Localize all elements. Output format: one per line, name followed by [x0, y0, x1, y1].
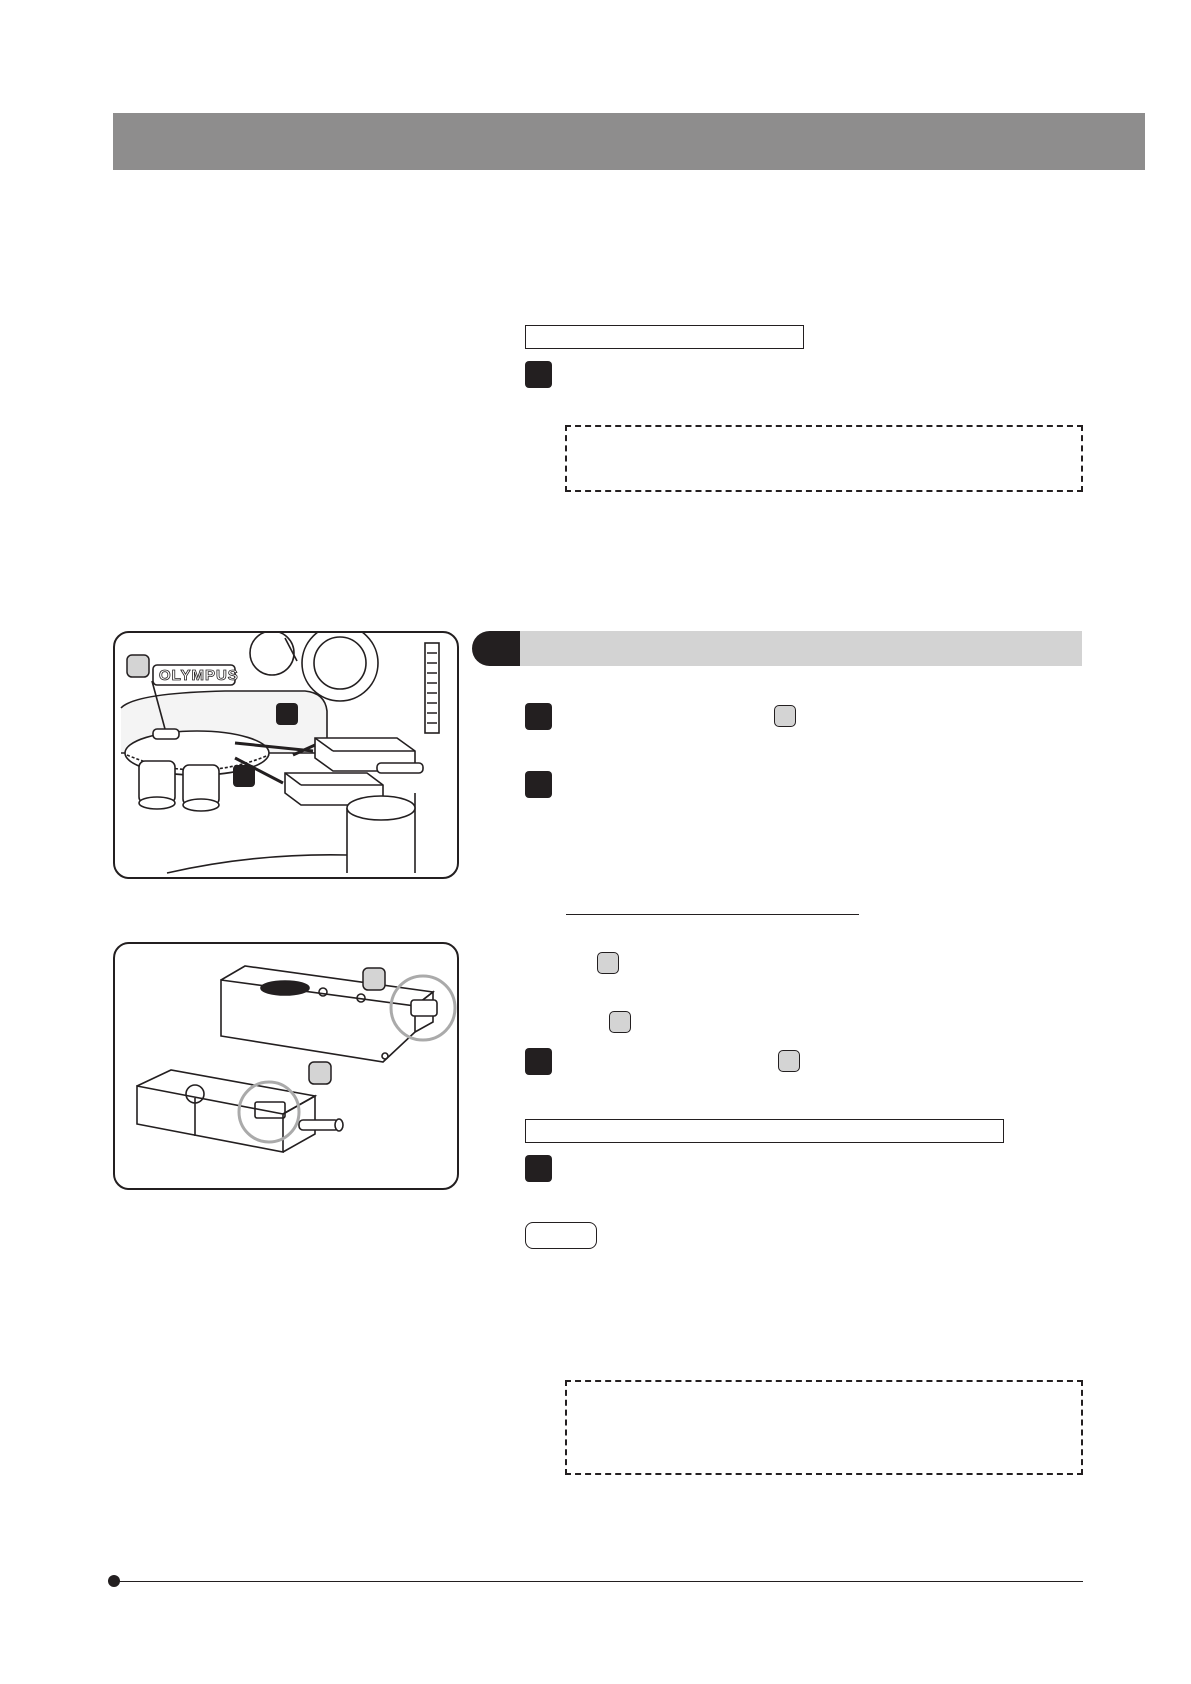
sliders-illustration — [115, 944, 459, 1190]
figure-sliders — [113, 942, 459, 1190]
step-marker-5 — [525, 1155, 552, 1182]
step-marker-3 — [525, 771, 552, 798]
header-band — [113, 113, 1145, 170]
note-pill — [525, 1222, 597, 1249]
microscope-illustration — [115, 633, 459, 879]
olympus-logo: OLYMPUS — [159, 667, 239, 684]
footer-rule — [114, 1581, 1083, 1582]
figure-reference-badge-lower — [309, 1062, 331, 1084]
subheading-box-1 — [525, 325, 804, 349]
step-marker-2 — [525, 703, 552, 730]
subheading-box-2 — [525, 1119, 1004, 1143]
figure-step-marker-b — [233, 765, 255, 787]
figure-step-marker-a — [276, 703, 298, 725]
section-tab — [472, 631, 520, 666]
caution-box-2 — [565, 1380, 1083, 1475]
reference-badge-2 — [597, 952, 619, 974]
caution-box-1 — [565, 425, 1083, 492]
reference-badge-3 — [609, 1011, 631, 1033]
underline-rule — [566, 914, 859, 915]
figure-reference-badge-upper — [363, 968, 385, 990]
section-bar — [520, 631, 1082, 666]
figure-reference-badge — [127, 655, 149, 677]
figure-microscope — [113, 631, 459, 879]
step-marker-1 — [525, 361, 552, 388]
reference-badge-1 — [774, 705, 796, 727]
reference-badge-4 — [778, 1050, 800, 1072]
step-marker-4 — [525, 1048, 552, 1075]
